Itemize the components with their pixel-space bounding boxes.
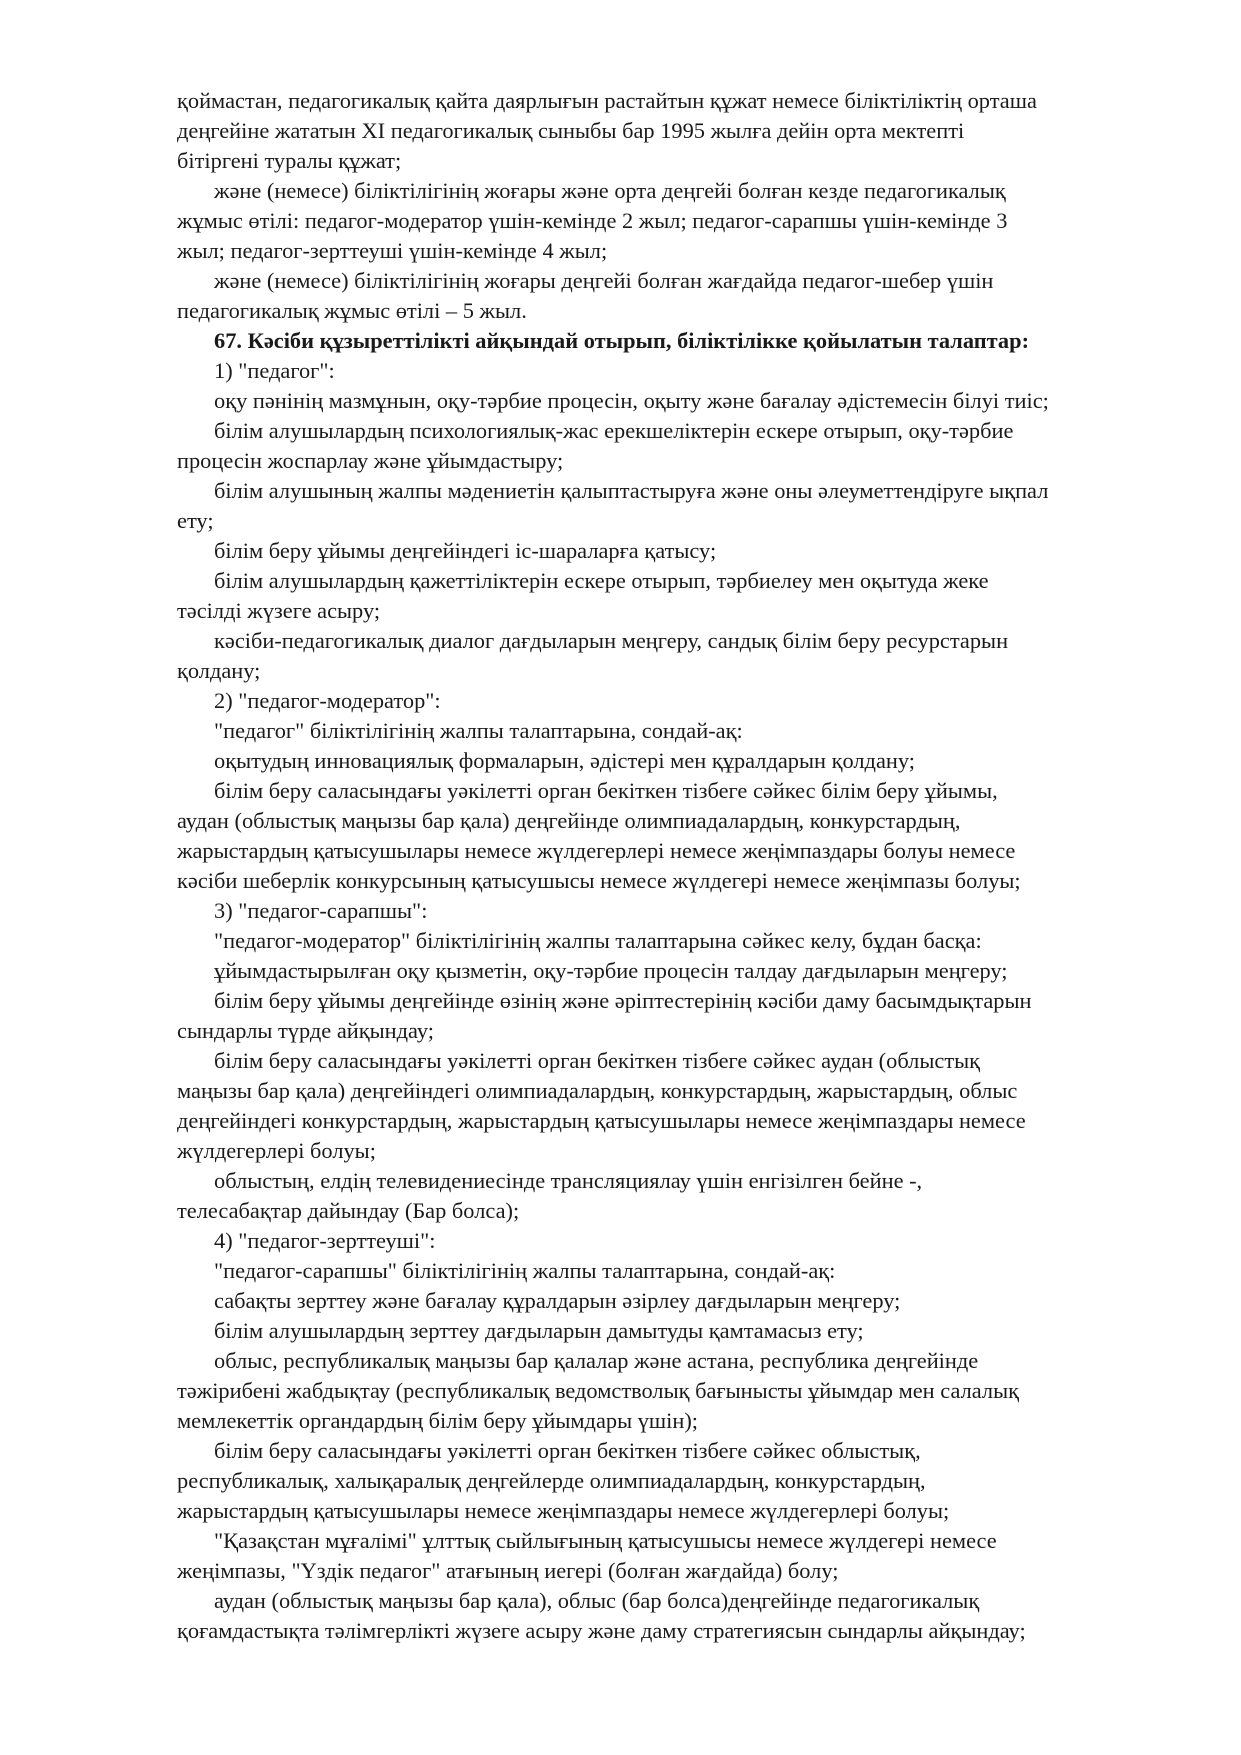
text-line: жарыстардың қатысушылары немесе жеңімпаздары немесе жүлдегерлері болуы; [177,1498,950,1523]
text-line: қоймастан, педагогикалық қайта даярлығын растайтын құжат немесе біліктіліктің орташа [177,88,1037,113]
text-line: телесабақтар дайындау (Бар болса); [177,1198,520,1223]
text-line: "педагог" біліктілігінің жалпы талаптарына, сондай-ақ: [214,718,743,743]
text-line: ұйымдастырылған оқу қызметін, оқу-тәрбие процесін талдау дағдыларын меңгеру; [214,958,1008,983]
text-line: білім алушылардың қажеттіліктерін ескере отырып, тәрбиелеу мен оқытуда жеке [214,568,989,593]
text-line: білім алушылардың психологиялық-жас ерекшеліктерін ескере отырып, оқу-тәрбие [214,418,1014,443]
section-heading: 67. Кәсіби құзыреттілікті айқындай отырып, біліктілікке қойылатын талаптар: [214,328,1030,353]
text-line: тәжірибені жабдықтау (республикалық ведомстволық бағынысты ұйымдар мен салалық [177,1378,1020,1403]
text-line: жыл; педагог-зерттеуші үшін-кемінде 4 жыл; [177,238,608,263]
text-line: "педагог-сарапшы" біліктілігінің жалпы талаптарына, сондай-ақ: [214,1258,836,1283]
text-line: аудан (облыстық маңызы бар қала), облыс (бар болса)деңгейінде педагогикалық [214,1588,980,1613]
text-line: маңызы бар қала) деңгейіндегі олимпиадалардың, конкурстардың, жарыстардың, облыс [177,1078,1018,1103]
text-line: 3) "педагог-сарапшы": [214,898,428,923]
text-line: кәсіби шеберлік конкурсының қатысушысы немесе жүлдегері немесе жеңімпазы болуы; [177,868,1021,893]
text-line: республикалық, халықаралық деңгейлерде олимпиадалардың, конкурстардың, [177,1468,926,1493]
text-line: бітіргені туралы құжат; [177,148,402,173]
text-line: 2) "педагог-модератор": [214,688,441,713]
text-line: білім беру ұйымы деңгейінде өзінің және әріптестерінің кәсіби даму басымдықтарын [214,988,1032,1013]
text-line: қолдану; [177,658,261,683]
text-line: білім беру саласындағы уәкілетті орган бекіткен тізбеге сәйкес білім беру ұйымы, [214,778,998,803]
text-line: білім алушының жалпы мәдениетін қалыптастыруға және оны әлеуметтендіруге ықпал [214,478,1049,503]
text-line: деңгейіндегі конкурстардың, жарыстардың қатысушылары немесе жеңімпаздары немесе [177,1108,1026,1133]
text-line: 1) "педагог": [214,358,335,383]
text-line: 4) "педагог-зерттеуші": [214,1228,436,1253]
text-line: сабақты зерттеу және бағалау құралдарын әзірлеу дағдыларын меңгеру; [214,1288,901,1313]
text-line: сындарлы түрде айқындау; [177,1018,434,1043]
text-line: тәсілді жүзеге асыру; [177,598,381,623]
document-body [177,86,1167,1646]
text-line: жұмыс өтілі: педагог-модератор үшін-кемінде 2 жыл; педагог-сарапшы үшін-кемінде 3 [177,208,1008,233]
text-line: мемлекеттік органдардың білім беру ұйымдары үшін); [177,1408,699,1433]
text-line: ету; [177,508,214,533]
text-line: білім беру ұйымы деңгейіндегі іс-шараларға қатысу; [214,538,717,563]
text-line: оқытудың инновациялық формаларын, әдістері мен құралдарын қолдану; [214,748,915,773]
text-line: облыс, республикалық маңызы бар қалалар және астана, республика деңгейінде [214,1348,979,1373]
text-line: "педагог-модератор" біліктілігінің жалпы талаптарына сәйкес келу, бұдан басқа: [214,928,982,953]
text-line: және (немесе) біліктілігінің жоғары деңгейі болған жағдайда педагог-шебер үшін [214,268,994,293]
text-line: жарыстардың қатысушылары немесе жүлдегерлері немесе жеңімпаздары болуы немесе [177,838,1016,863]
text-line: қоғамдастықта тәлімгерлікті жүзеге асыру және даму стратегиясын сындарлы айқындау; [177,1618,1026,1643]
text-line: деңгейіне жататын XI педагогикалық сыныбы бар 1995 жылға дейін орта мектепті [177,118,965,143]
text-line: жүлдегерлері болуы; [177,1138,376,1163]
text-line: жеңімпазы, "Үздік педагог" атағының иегері (болған жағдайда) болу; [177,1558,839,1583]
text-line: облыстың, елдің телевидениесінде трансляциялау үшін енгізілген бейне -, [214,1168,923,1193]
text-line: оқу пәнінің мазмұнын, оқу-тәрбие процесін, оқыту және бағалау әдістемесін білуі тиіс; [214,388,1049,413]
text-line: және (немесе) біліктілігінің жоғары және орта деңгейі болған кезде педагогикалық [214,178,1006,203]
text-line: білім беру саласындағы уәкілетті орган бекіткен тізбеге сәйкес аудан (облыстық [214,1048,981,1073]
text-line: "Қазақстан мұғалімі" ұлттық сыйлығының қатысушысы немесе жүлдегері немесе [214,1528,997,1553]
text-line: кәсіби-педагогикалық диалог дағдыларын меңгеру, сандық білім беру ресурстарын [214,628,1009,653]
text-line: білім алушылардың зерттеу дағдыларын дамытуды қамтамасыз ету; [214,1318,864,1343]
text-line: білім беру саласындағы уәкілетті орган бекіткен тізбеге сәйкес облыстық, [214,1438,921,1463]
text-line: процесін жоспарлау және ұйымдастыру; [177,448,564,473]
text-line: аудан (облыстық маңызы бар қала) деңгейінде олимпиадалардың, конкурстардың, [177,808,961,833]
text-line: педагогикалық жұмыс өтілі – 5 жыл. [177,298,527,323]
